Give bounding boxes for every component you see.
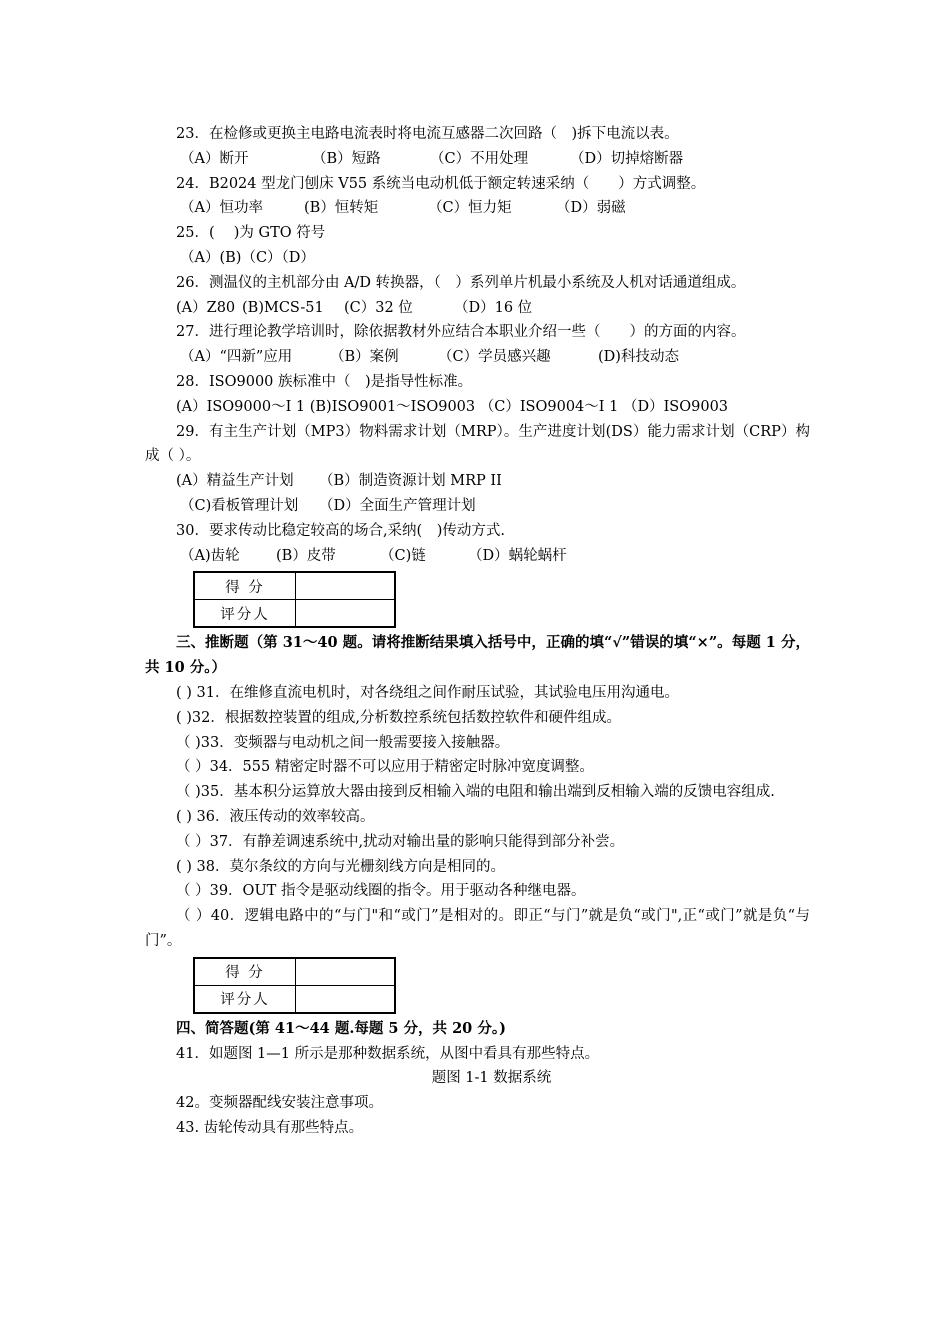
score-value	[296, 958, 396, 986]
figure-caption: 题图 1-1 数据系统	[431, 1070, 552, 1087]
score-label: 得 分	[194, 572, 296, 600]
question-30: 30．要求传动比稳定较高的场合,采纳( )传动方式.	[176, 522, 505, 539]
option-c: （C）恒力矩	[428, 200, 512, 217]
question-27: 27．进行理论教学培训时，除依据教材外应结合本职业介绍一些（ ）的方面的内容。	[176, 324, 746, 341]
option-c: （C）不用处理	[430, 150, 529, 167]
option-a: （A）“四新”应用	[180, 349, 293, 366]
option-c: （C)链	[380, 547, 426, 564]
option-b: （B）短路	[312, 150, 381, 167]
judgement-33: （ )33．变频器与电动机之间一般需要接入接触器。	[176, 734, 510, 751]
question-24: 24．B2024 型龙门刨床 V55 系统当电动机低于额定转速采纳（ ）方式调整。	[176, 175, 706, 192]
judgement-40: （ ）40．逻辑电路中的“与门"和“或门”是相对的。即正“与门”就是负“或门",正“或门”就是负“与门”。	[145, 908, 810, 949]
section-3-title: 三、推断题（第 31～40 题。请将推断结果填入括号中，正确的填“√”错误的填“×”。每题 1 分，共 10 分。）	[145, 634, 810, 677]
judgement-32: ( )32．根据数控装置的组成,分析数控系统包括数控软件和硬件组成。	[176, 709, 621, 726]
section-4-title: 四、简答题(第 41～44 题.每题 5 分，共 20 分。)	[176, 1019, 506, 1037]
grader-label: 评分人	[194, 985, 296, 1013]
score-table	[193, 957, 396, 1014]
question-26: 26．测温仪的主机部分由 A/D 转换器，（ ）系列单片机最小系统及人机对话通道组成。	[176, 274, 746, 291]
option-b: （B）案例	[330, 349, 399, 366]
option-d: （D）蜗轮蜗杆	[468, 547, 567, 564]
question-26-options	[145, 296, 810, 321]
judgement-39: （ ）39．OUT 指令是驱动线圈的指令。用于驱动各种继电器。	[176, 883, 586, 900]
question-27-options	[145, 345, 810, 370]
option-d: (D)科技动态	[598, 349, 679, 366]
option-b: (B）皮带	[276, 547, 336, 564]
option-a: (A）精益生产计划	[176, 473, 294, 490]
option-a: （A）恒功率	[180, 200, 263, 217]
score-table	[193, 571, 396, 628]
exam-page	[145, 122, 810, 1141]
question-25: 25．( )为 GTO 符号	[176, 225, 326, 242]
option-a: （A）断开	[180, 150, 249, 167]
question-24-options	[145, 196, 810, 221]
grader-label: 评分人	[194, 600, 296, 628]
option-a: （A)齿轮	[180, 547, 240, 564]
score-label: 得 分	[194, 958, 296, 986]
judgement-36: ( ) 36．液压传动的效率较高。	[176, 808, 375, 825]
judgement-31: ( ) 31．在维修直流电机时，对各绕组之间作耐压试验，其试验电压用沟通电。	[176, 684, 679, 701]
option-c: （C)看板管理计划	[180, 497, 299, 514]
question-23: 23．在检修或更换主电路电流表时将电流互感器二次回路（ )拆下电流以表。	[176, 126, 679, 142]
question-30-options	[145, 544, 810, 569]
question-28-options: (A）ISO9000～I 1 (B)ISO9001～ISO9003 （C）ISO9004～I 1 （D）ISO9003	[176, 398, 729, 415]
question-25-options: （A）(B)（C）（D）	[180, 249, 315, 266]
option-d: （D）弱磁	[556, 200, 626, 217]
judgement-37: （ ）37．有静差调速系统中,扰动对输出量的影响只能得到部分补尝。	[176, 833, 625, 850]
question-29-options-row1	[145, 469, 810, 494]
grader-value	[296, 600, 396, 628]
question-23-options	[145, 147, 810, 172]
option-c: （C）学员感兴趣	[438, 349, 551, 366]
grader-value	[296, 985, 396, 1013]
option-a: (A）Z80	[176, 299, 236, 316]
question-29-options-row2	[145, 494, 810, 519]
judgement-35: （ )35．基本积分运算放大器由接到反相输入端的电阻和输出端到反相输入端的反馈电容组成.	[176, 784, 775, 801]
score-value	[296, 572, 396, 600]
option-c: (C）32 位	[344, 299, 413, 316]
judgement-34: （ ）34．555 精密定时器不可以应用于精密定时脉冲宽度调整。	[176, 759, 594, 776]
option-b: （B）制造资源计划 MRP II	[319, 473, 502, 490]
option-d: （D）切掉熔断器	[570, 150, 684, 167]
question-28: 28．ISO9000 族标准中（ )是指导性标准。	[176, 373, 473, 390]
question-29: 29．有主生产计划（MP3）物料需求计划（MRP）。生产进度计划(DS）能力需求计划（CRP）构成（ ）。	[145, 423, 810, 465]
option-b: (B)MCS-51	[242, 299, 324, 316]
option-d: （D）全面生产管理计划	[319, 497, 476, 514]
judgement-38: ( ) 38．莫尔条纹的方向与光栅刻线方向是相同的。	[176, 858, 505, 875]
question-42: 42。变频器配线安装注意事项。	[176, 1095, 383, 1112]
question-43: 43. 齿轮传动具有那些特点。	[176, 1119, 364, 1136]
question-41: 41．如题图 1—1 所示是那种数据系统，从图中看具有那些特点。	[176, 1045, 600, 1062]
option-d: （D）16 位	[454, 299, 533, 316]
option-b: (B）恒转矩	[304, 200, 379, 217]
